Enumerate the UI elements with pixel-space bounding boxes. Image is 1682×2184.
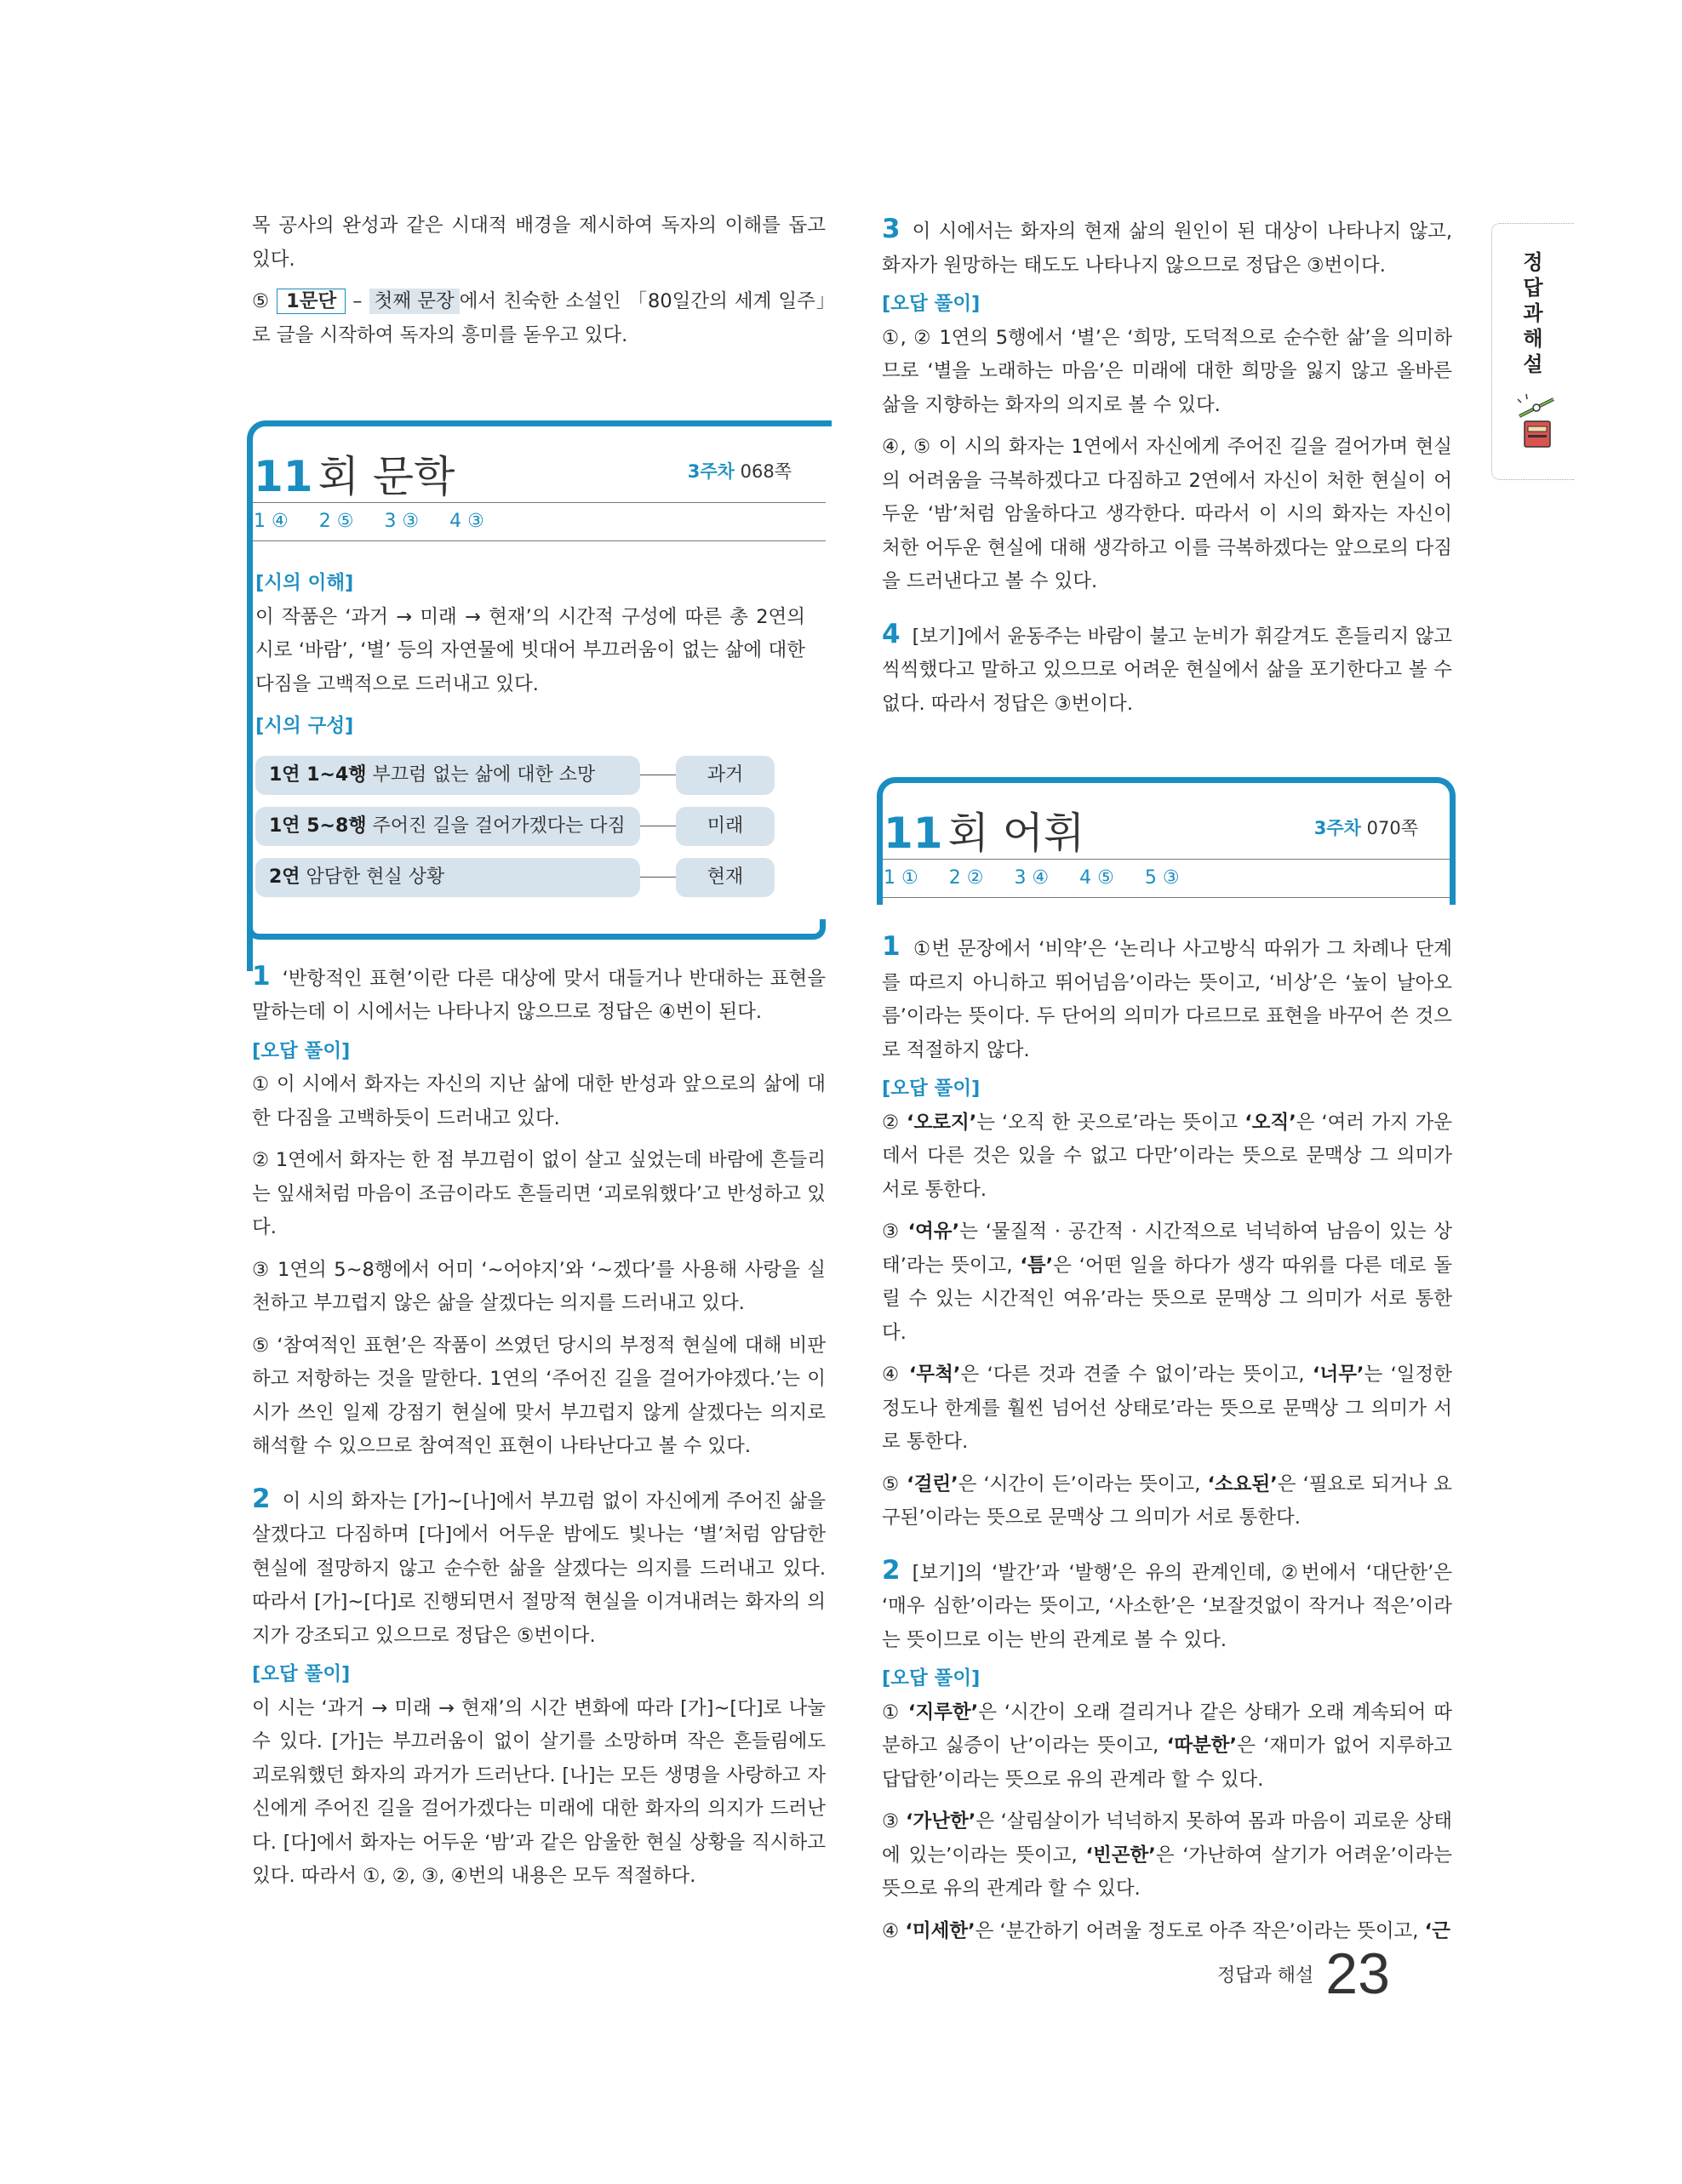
explanation-item: ② 1연에서 화자는 한 점 부끄럼이 없이 살고 싶었는데 바람에 흔들리는 잎새처럼 마음이 조금이라도 흔들리면 ‘괴로워했다’고 반성하고 있다. — [252, 1149, 826, 1238]
page-number: 23 — [1325, 1941, 1390, 2006]
time-pill: 미래 — [676, 807, 775, 846]
question-3: 3 이 시에서는 화자의 현재 삶의 원인이 된 대상이 나타나지 않고, 화자가 원망하는 태도도 나타나지 않으므로 정답은 ③번이다. — [882, 214, 1452, 277]
wrong-answer-heading: [오답 풀이] — [882, 1078, 981, 1100]
week-page: 3주차 068쪽 — [687, 460, 792, 482]
intro-paragraph: 목 공사의 완성과 같은 시대적 배경을 제시하여 독자의 이해를 돕고 있다. — [252, 214, 826, 271]
explanation-item: ③ ‘가난한’은 ‘살림살이가 넉넉하지 못하여 몸과 마음이 괴로운 상태에 있는’이라는 뜻이고, ‘빈곤한’은 ‘가난하여 살기가 어려운’이라는 뜻으로 유의 관계라 할 수 있다. — [882, 1810, 1452, 1900]
understanding-heading: [시의 이해] — [255, 572, 354, 594]
explanation-item: ④, ⑤ 이 시의 화자는 1연에서 자신에게 주어진 길을 걸어가며 현실의 어려움을 극복하겠다고 다짐하고 2연에서 자신이 처한 현실이 어두운 ‘밤’처럼 암울하다고 생각한다. 따라서 이 시의 화자는 자신이 처한 어두운 현실에 대해 생각하고 이를 극복하겠다는 앞으로의 다짐을 드러낸다고 볼 수 있다. — [882, 436, 1452, 592]
explanation-item: 이 시는 ‘과거 → 미래 → 현재’의 시간 변화에 따라 [가]~[다]로 나눌 수 있다. [가]는 부끄러움이 없이 살기를 소망하며 작은 흔들림에도 괴로워했던 화자의 과거가 드러난다. [나]는 모든 생명을 사랑하고 자신에게 주어진 길을 걸어가겠다는 미래에 대한 화자의 의지가 드러난다. [다]에서 화자는 어두운 ‘밤’과 같은 암울한 현실 상황을 직시하고 있다. 따라서 ①, ②, ③, ④번의 내용은 모두 적절하다. — [252, 1696, 826, 1887]
time-pill: 과거 — [676, 756, 775, 795]
answer-item: 3 ④ — [1014, 867, 1050, 889]
pencil-book-icon — [1513, 391, 1560, 450]
explanation-item: ① ‘지루한’은 ‘시간이 오래 걸리거나 같은 상태가 오래 계속되어 따분하고 싫증이 난’이라는 뜻이고, ‘따분한’은 ‘재미가 없어 지루하고 답답한’이라는 뜻으로 유의 관계라 할 수 있다. — [882, 1701, 1453, 1791]
structure-pill: 1연 1~4행 부끄럼 없는 삶에 대한 소망 — [255, 756, 640, 795]
vocab-question-2: 2 [보기]의 ‘발간’과 ‘발행’은 유의 관계인데, ②번에서 ‘대단한’은 ‘매우 심한’이라는 뜻이고, ‘사소한’은 ‘보잘것없이 작거나 적은’이라는 뜻이므로 이는 반의 관계로 볼 수 있다. — [882, 1554, 1452, 1651]
answer-item: 3 ③ — [384, 511, 420, 533]
right-column — [882, 213, 1452, 1948]
answer-item: 4 ③ — [449, 511, 484, 533]
wrong-answer-heading: [오답 풀이] — [882, 1667, 981, 1689]
explanation-item: ① 이 시에서 화자는 자신의 지난 삶에 대한 반성과 앞으로의 삶에 대한 다짐을 고백하듯이 드러내고 있다. — [252, 1073, 826, 1129]
sentence-tag: 첫째 문장 — [369, 289, 460, 314]
section-title: 11 회 문학 — [254, 452, 455, 501]
intro-paragraph-2: ⑤ 1문단 – 첫째 문장 에서 친숙한 소설인 「80일간의 세계 일주」로 글을 시작하여 독자의 흥미를 돋우고 있다. — [252, 290, 827, 346]
explanation-item: ③ ‘여유’는 ‘물질적 · 공간적 · 시간적으로 넉넉하여 남음이 있는 상태’라는 뜻이고, ‘틈’은 ‘어떤 일을 하다가 생각 따위를 다른 데로 돌릴 수 있는 시간적인 여유’라는 뜻으로 문맥상 그 의미가 서로 통한다. — [882, 1221, 1453, 1344]
left-column — [252, 209, 826, 1894]
side-tab-label: 정 답 과 해 설 — [1523, 250, 1543, 376]
wrong-answer-heading: [오답 풀이] — [882, 293, 981, 315]
answer-item: 1 ① — [884, 867, 918, 889]
wrong-answer-heading: [오답 풀이] — [252, 1663, 351, 1685]
week-page: 3주차 070쪽 — [1313, 817, 1418, 838]
explanation-item: ⑤ ‘참여적인 표현’은 작품이 쓰였던 당시의 부정적 현실에 대해 비판하고 저항하는 것을 말한다. 1연의 ‘주어진 길을 걸어가야겠다.’는 이 시가 쓰인 일제 강점기 현실에 맞서 부끄럽지 않게 살겠다는 의지로 해석할 수 있으므로 참여적인 표현이 나타난다고 볼 수 있다. — [252, 1334, 826, 1457]
explanation-item: ④ ‘무척’은 ‘다른 것과 견줄 수 없이’라는 뜻이고, ‘너무’는 ‘일정한 정도나 한계를 훨씬 넘어선 상태로’라는 뜻으로 문맥상 그 의미가 서로 통한다. — [882, 1364, 1453, 1453]
answer-item: 2 ② — [948, 867, 984, 889]
question-2: 2 이 시의 화자는 [가]~[나]에서 부끄럼 없이 자신에게 주어진 삶을 살겠다고 다짐하며 [다]에서 어두운 밤에도 빛나는 ‘별’처럼 암담한 현실에 절망하지 않고 순수한 삶을 살겠다는 의지를 드러내고 있다. 따라서 [가]~[다]로 진행되면서 절망적 현실을 이겨내려는 화자의 의지가 강조되고 있으므로 정답은 ⑤번이다. — [252, 1483, 826, 1647]
explanation-item: ①, ② 1연의 5행에서 ‘별’은 ‘희망, 도덕적으로 순수한 삶’을 의미하므로 ‘별을 노래하는 마음’은 미래에 대한 희망을 잃지 않고 올바른 삶을 지향하는 화자의 의지로 볼 수 있다. — [882, 326, 1452, 416]
paragraph-tag: 1문단 — [277, 289, 346, 314]
answer-item: 1 ④ — [254, 511, 289, 533]
answer-item: 5 ③ — [1144, 867, 1180, 889]
answer-item: 4 ⑤ — [1079, 867, 1114, 889]
understanding-text: 이 작품은 ‘과거 → 미래 → 현재’의 시간적 구성에 따른 총 2연의 시로 ‘바람’, ‘별’ 등의 자연물에 빗대어 부끄러움이 없는 삶에 대한 다짐을 고백적으로 드러내고 있다. — [255, 605, 805, 695]
structure-heading: [시의 구성] — [255, 715, 354, 737]
vocab-answer-box — [882, 777, 1452, 898]
literature-answer-box — [252, 420, 826, 923]
explanation-item: ③ 1연의 5~8행에서 어미 ‘~어야지’와 ‘~겠다’를 사용해 사랑을 실천하고 부끄럽지 않은 삶을 살겠다는 의지를 드러내고 있다. — [252, 1258, 826, 1314]
question-4: 4 [보기]에서 윤동주는 바람이 불고 눈비가 휘갈겨도 흔들리지 않고 씩씩했다고 말하고 있으므로 어려운 현실에서 삶을 포기한다고 볼 수 없다. 따라서 정답은 ③번이다. — [882, 618, 1452, 715]
side-tab — [1491, 223, 1574, 480]
page-footer — [1217, 1941, 1390, 2007]
wrong-answer-heading: [오답 풀이] — [252, 1039, 351, 1062]
answer-item: 2 ⑤ — [318, 511, 354, 533]
time-pill: 현재 — [676, 858, 775, 897]
footer-label: 정답과 해설 — [1217, 1964, 1314, 1987]
section-title: 11 회 어휘 — [884, 809, 1085, 858]
explanation-item: ④ ‘미세한’은 ‘분간하기 어려울 정도로 아주 작은’이라는 뜻이고, ‘근 — [882, 1919, 1450, 1942]
explanation-item: ② ‘오로지’는 ‘오직 한 곳으로’라는 뜻이고 ‘오직’은 ‘여러 가지 가운데서 다른 것은 있을 수 없고 다만’이라는 뜻으로 문맥상 그 의미가 서로 통한다. — [882, 1111, 1452, 1201]
structure-pill: 1연 5~8행 주어진 길을 걸어가겠다는 다짐 — [255, 807, 640, 846]
question-1: 1 ‘반항적인 표현’이란 다른 대상에 맞서 대들거나 반대하는 표현을 말하는데 이 시에서는 나타나지 않으므로 정답은 ④번이 된다. — [252, 960, 826, 1023]
vocab-question-1: 1 ①번 문장에서 ‘비약’은 ‘논리나 사고방식 따위가 그 차례나 단계를 따르지 아니하고 뛰어넘음’이라는 뜻이고, ‘비상’은 ‘높이 날아오름’이라는 뜻이다. 두 단어의 의미가 다르므로 표현을 바꾸어 쓴 것으로 적절하지 않다. — [882, 931, 1452, 1061]
structure-pill: 2연 암담한 현실 상황 — [255, 858, 640, 897]
explanation-item: ⑤ ‘걸린’은 ‘시간이 든’이라는 뜻이고, ‘소요된’은 ‘필요로 되거나 요구된’이라는 뜻으로 문맥상 그 의미가 서로 통한다. — [882, 1472, 1452, 1529]
